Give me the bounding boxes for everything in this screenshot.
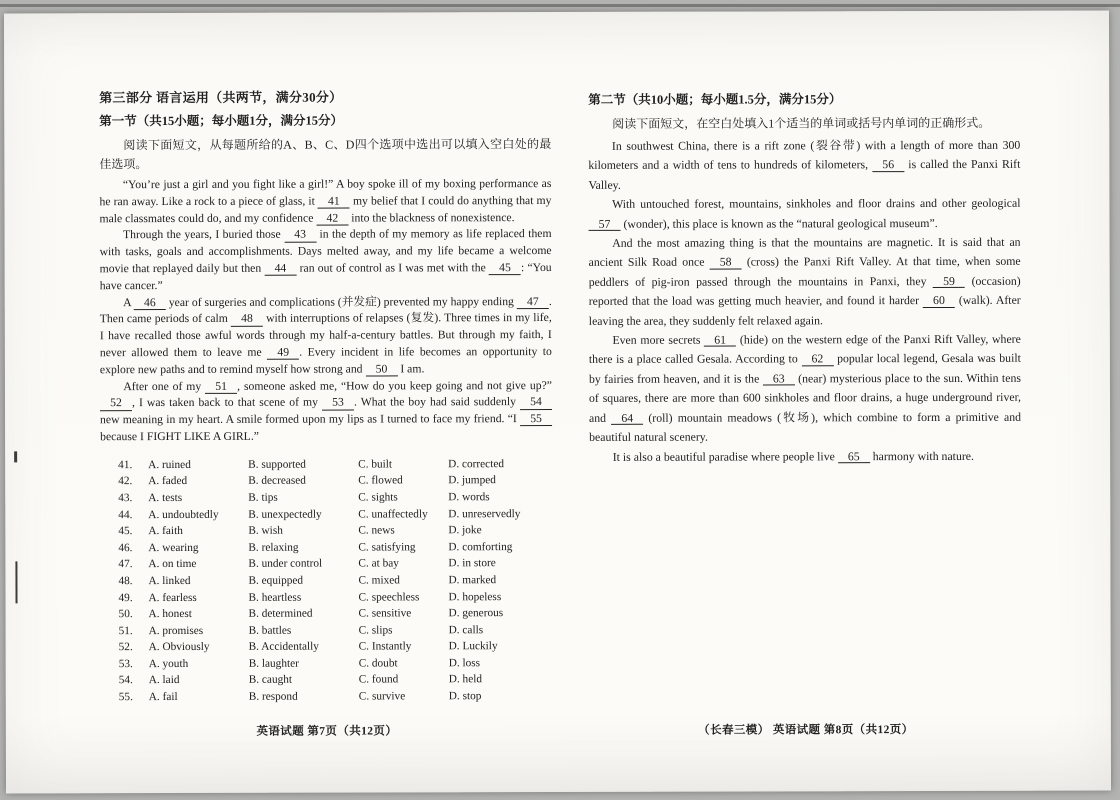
blank-54: 54 bbox=[520, 396, 552, 409]
option-row bbox=[118, 572, 552, 590]
question-number: 48. bbox=[118, 575, 133, 588]
option-choice: D. corrected bbox=[448, 457, 505, 471]
option-row bbox=[118, 456, 552, 474]
option-choice: D. marked bbox=[448, 574, 497, 587]
passage-paragraph: With untouched forest, mountains, sinkholes and floor drains and other geological 57 (wonder), this place is known as the “natural geological museum”. bbox=[588, 194, 1020, 234]
option-row bbox=[118, 489, 552, 507]
option-choice: A. tests bbox=[148, 491, 183, 505]
passage-paragraph: It is also a beautiful paradise where people live 65 harmony with nature. bbox=[612, 448, 974, 464]
part-three-header: 第三部分 语言运用（共两节，满分30分） bbox=[99, 89, 343, 106]
option-choice: A. undoubtedly bbox=[148, 508, 219, 521]
option-choice: B. heartless bbox=[248, 591, 302, 604]
passage-paragraph: Even more secrets 61 (hide) on the western edge of the Panxi Rift Valley, where there is a place called Gesala. According to 62 popular local legend, Gesala was built by fairies from heaven, and it is the 63 (near) mysterious place to the sun. Within tens of squares, there are more than 600 sinkholes and floor drains, a huge underground river, and 64 (roll) mountain meadows (牧场), which combine to form a primitive and beautiful natural scenery. bbox=[588, 331, 1022, 445]
option-choice: B. wish bbox=[248, 524, 283, 537]
option-choice: B. caught bbox=[248, 674, 293, 687]
blank-47: 47 bbox=[517, 296, 549, 309]
option-choice: C. sights bbox=[358, 491, 398, 504]
blank-44: 44 bbox=[264, 263, 296, 276]
blank-55: 55 bbox=[520, 413, 552, 426]
question-number: 52. bbox=[118, 641, 133, 654]
option-choice: B. under control bbox=[248, 557, 323, 571]
option-row bbox=[118, 589, 552, 607]
option-choice: C. built bbox=[358, 458, 393, 471]
option-choice: B. determined bbox=[248, 607, 313, 620]
passage-paragraph: After one of my 51 , someone asked me, “How do you keep going and not give up?” 52 , I was taken back to that scene of my 53 . What the boy had said suddenly 54 new meaning in my heart. A smile formed upon my lips as I turned to face my friend. “I 55 because I FIGHT LIKE A GIRL.” bbox=[100, 378, 552, 444]
option-choice: A. on time bbox=[148, 558, 197, 571]
question-number: 46. bbox=[118, 541, 133, 554]
option-choice: B. battles bbox=[248, 624, 292, 637]
section-one-instructions: 阅读下面短文，从每题所给的A、B、C、D四个选项中选出可以填入空白处的最佳选项。 bbox=[99, 137, 552, 172]
option-choice: A. linked bbox=[148, 574, 191, 587]
option-choice: A. fearless bbox=[148, 591, 197, 604]
question-number: 44. bbox=[118, 508, 133, 521]
option-choice: B. supported bbox=[248, 458, 306, 471]
section-two-header: 第二节（共10小题；每小题1.5分，满分15分） bbox=[588, 92, 842, 107]
option-choice: B. laughter bbox=[248, 657, 299, 670]
cloze-passage bbox=[99, 176, 552, 446]
blank-61: 61 bbox=[704, 334, 736, 347]
blank-51: 51 bbox=[205, 380, 237, 393]
blank-57: 57 bbox=[589, 217, 621, 230]
question-number: 43. bbox=[118, 492, 133, 505]
option-row bbox=[118, 506, 552, 524]
option-choice: D. loss bbox=[448, 657, 481, 670]
blank-56: 56 bbox=[872, 158, 904, 171]
option-choice: C. survive bbox=[358, 690, 406, 703]
option-choice: D. hopeless bbox=[448, 590, 502, 603]
options-table bbox=[100, 456, 553, 706]
option-choice: B. decreased bbox=[248, 475, 306, 488]
option-choice: D. held bbox=[448, 673, 483, 686]
scan-artifact bbox=[15, 561, 17, 603]
option-choice: A. laid bbox=[148, 674, 180, 687]
page-8 bbox=[588, 89, 1021, 467]
blank-50: 50 bbox=[365, 363, 397, 376]
blank-45: 45 bbox=[489, 262, 521, 275]
option-choice: D. words bbox=[448, 491, 490, 504]
question-number: 41. bbox=[118, 458, 133, 471]
option-choice: A. youth bbox=[148, 657, 189, 670]
section-two-instructions: 阅读下面短文，在空白处填入1个适当的单词或括号内单词的正确形式。 bbox=[612, 115, 991, 131]
option-choice: A. faith bbox=[148, 525, 183, 538]
option-row bbox=[119, 605, 553, 623]
option-choice: A. fail bbox=[148, 691, 178, 704]
option-choice: D. joke bbox=[448, 524, 482, 537]
blank-48: 48 bbox=[231, 313, 263, 326]
blank-52: 52 bbox=[100, 397, 132, 410]
blank-62: 62 bbox=[801, 353, 833, 366]
page-8-footer: （长春三模） 英语试题 第8页（共12页） bbox=[698, 724, 914, 737]
blank-60: 60 bbox=[923, 294, 955, 307]
question-number: 51. bbox=[118, 624, 133, 637]
blank-42: 42 bbox=[316, 212, 348, 225]
blank-43: 43 bbox=[284, 229, 316, 242]
option-row bbox=[118, 555, 552, 573]
option-row bbox=[118, 539, 552, 557]
option-choice: B. equipped bbox=[248, 574, 304, 587]
option-choice: D. unreservedly bbox=[448, 507, 521, 520]
option-row bbox=[119, 638, 553, 656]
option-choice: B. unexpectedly bbox=[248, 508, 322, 521]
option-choice: C. found bbox=[358, 673, 399, 686]
option-choice: A. honest bbox=[148, 608, 192, 621]
passage-paragraph: Through the years, I buried those 43 in the depth of my memory as life replaced them with tasks, goals and accomplishments. Days melted away, and my life became a welcome movie that replayed daily but then 44 ran out of control as I was met with the 45 : “You have cancer.” bbox=[99, 227, 552, 292]
option-choice: A. ruined bbox=[148, 458, 191, 471]
option-choice: A. Obviously bbox=[148, 641, 210, 654]
option-choice: C. mixed bbox=[358, 574, 400, 587]
option-choice: C. flowed bbox=[358, 474, 403, 487]
option-row bbox=[119, 671, 553, 689]
option-choice: D. generous bbox=[448, 607, 504, 620]
option-choice: A. wearing bbox=[148, 541, 199, 554]
option-choice: C. sensitive bbox=[358, 607, 412, 620]
question-number: 45. bbox=[118, 525, 133, 538]
option-choice: D. Luckily bbox=[448, 640, 498, 653]
option-choice: D. stop bbox=[448, 690, 482, 703]
option-choice: C. satisfying bbox=[358, 541, 416, 554]
question-number: 42. bbox=[118, 475, 133, 488]
scanner-edge bbox=[0, 4, 1120, 7]
passage-paragraph: “You’re just a girl and you fight like a girl!” A boy spoke ill of my boxing performance as he ran away. Like a rock to a piece of glass, it 41 my belief that I could do anything that my male classmates could do, and my confidence 42 into the blackness of nonexistence. bbox=[99, 177, 552, 225]
option-choice: A. promises bbox=[148, 624, 204, 637]
question-number: 47. bbox=[118, 558, 133, 571]
option-choice: A. faded bbox=[148, 475, 188, 488]
question-number: 53. bbox=[118, 657, 133, 671]
option-row bbox=[119, 655, 553, 673]
option-choice: B. Accidentally bbox=[248, 640, 319, 654]
option-row bbox=[118, 472, 552, 490]
page-7-footer: 英语试题 第7页（共12页） bbox=[256, 725, 398, 738]
option-choice: D. jumped bbox=[448, 474, 496, 487]
blank-64: 64 bbox=[611, 411, 643, 424]
option-choice: C. slips bbox=[358, 624, 393, 637]
question-number: 49. bbox=[118, 591, 133, 604]
question-number: 54. bbox=[118, 674, 133, 687]
scanned-exam-paper bbox=[4, 11, 1111, 794]
blank-59: 59 bbox=[933, 275, 965, 288]
blank-58: 58 bbox=[710, 256, 742, 269]
blank-46: 46 bbox=[134, 297, 166, 310]
option-choice: B. relaxing bbox=[248, 541, 299, 554]
blank-53: 53 bbox=[322, 397, 354, 410]
passage-paragraph: In southwest China, there is a rift zone (裂谷带) with a length of more than 300 kilometers and a width of tens to hundreds of kilometers, 56 is called the Panxi Rift Valley. bbox=[588, 137, 1021, 192]
option-row bbox=[119, 622, 553, 640]
option-choice: D. in store bbox=[448, 557, 496, 570]
question-number: 55. bbox=[118, 691, 133, 704]
option-choice: C. doubt bbox=[358, 657, 398, 670]
section-one-header: 第一节（共15小题；每小题1分，满分15分） bbox=[99, 113, 344, 129]
blank-41: 41 bbox=[318, 195, 350, 208]
option-choice: D. comforting bbox=[448, 540, 513, 554]
option-choice: C. news bbox=[358, 524, 395, 537]
page-7 bbox=[99, 86, 553, 706]
option-choice: C. Instantly bbox=[358, 640, 412, 653]
option-row bbox=[118, 522, 552, 540]
blank-63: 63 bbox=[763, 372, 795, 385]
option-choice: D. calls bbox=[448, 623, 484, 636]
option-row bbox=[119, 688, 553, 706]
question-number: 50. bbox=[118, 608, 133, 621]
option-choice: B. tips bbox=[248, 491, 278, 504]
scan-artifact bbox=[14, 451, 17, 462]
option-choice: C. unaffectedly bbox=[358, 507, 428, 521]
blank-65: 65 bbox=[838, 450, 870, 463]
option-choice: C. speechless bbox=[358, 590, 420, 604]
fill-passage bbox=[588, 136, 1021, 467]
passage-paragraph: A 46 year of surgeries and complications (并发症) prevented my happy ending 47 . Then came periods of calm 48 with interruptions of relapses (复发). Three times in my life, I have recalled those awful words through my half-a-century battles. But through my faith, I never allowed them to leave me 49 . Every incident in life becomes an opportunity to explore new paths and to remind myself how strong and 50 I am. bbox=[99, 294, 552, 376]
blank-49: 49 bbox=[267, 347, 299, 360]
option-choice: B. respond bbox=[248, 690, 298, 703]
passage-paragraph: And the most amazing thing is that the mountains are magnetic. It is said that an ancient Silk Road once 58 (cross) the Panxi Rift Valley. At that time, when some peddlers of pig-iron passed through the mountains in Panxi, they 59 (occasion) reported that the load was getting much heavier, and found it harder 60 (walk). After leaving the area, they suddenly felt relaxed again. bbox=[588, 234, 1021, 328]
option-choice: C. at bay bbox=[358, 557, 399, 570]
